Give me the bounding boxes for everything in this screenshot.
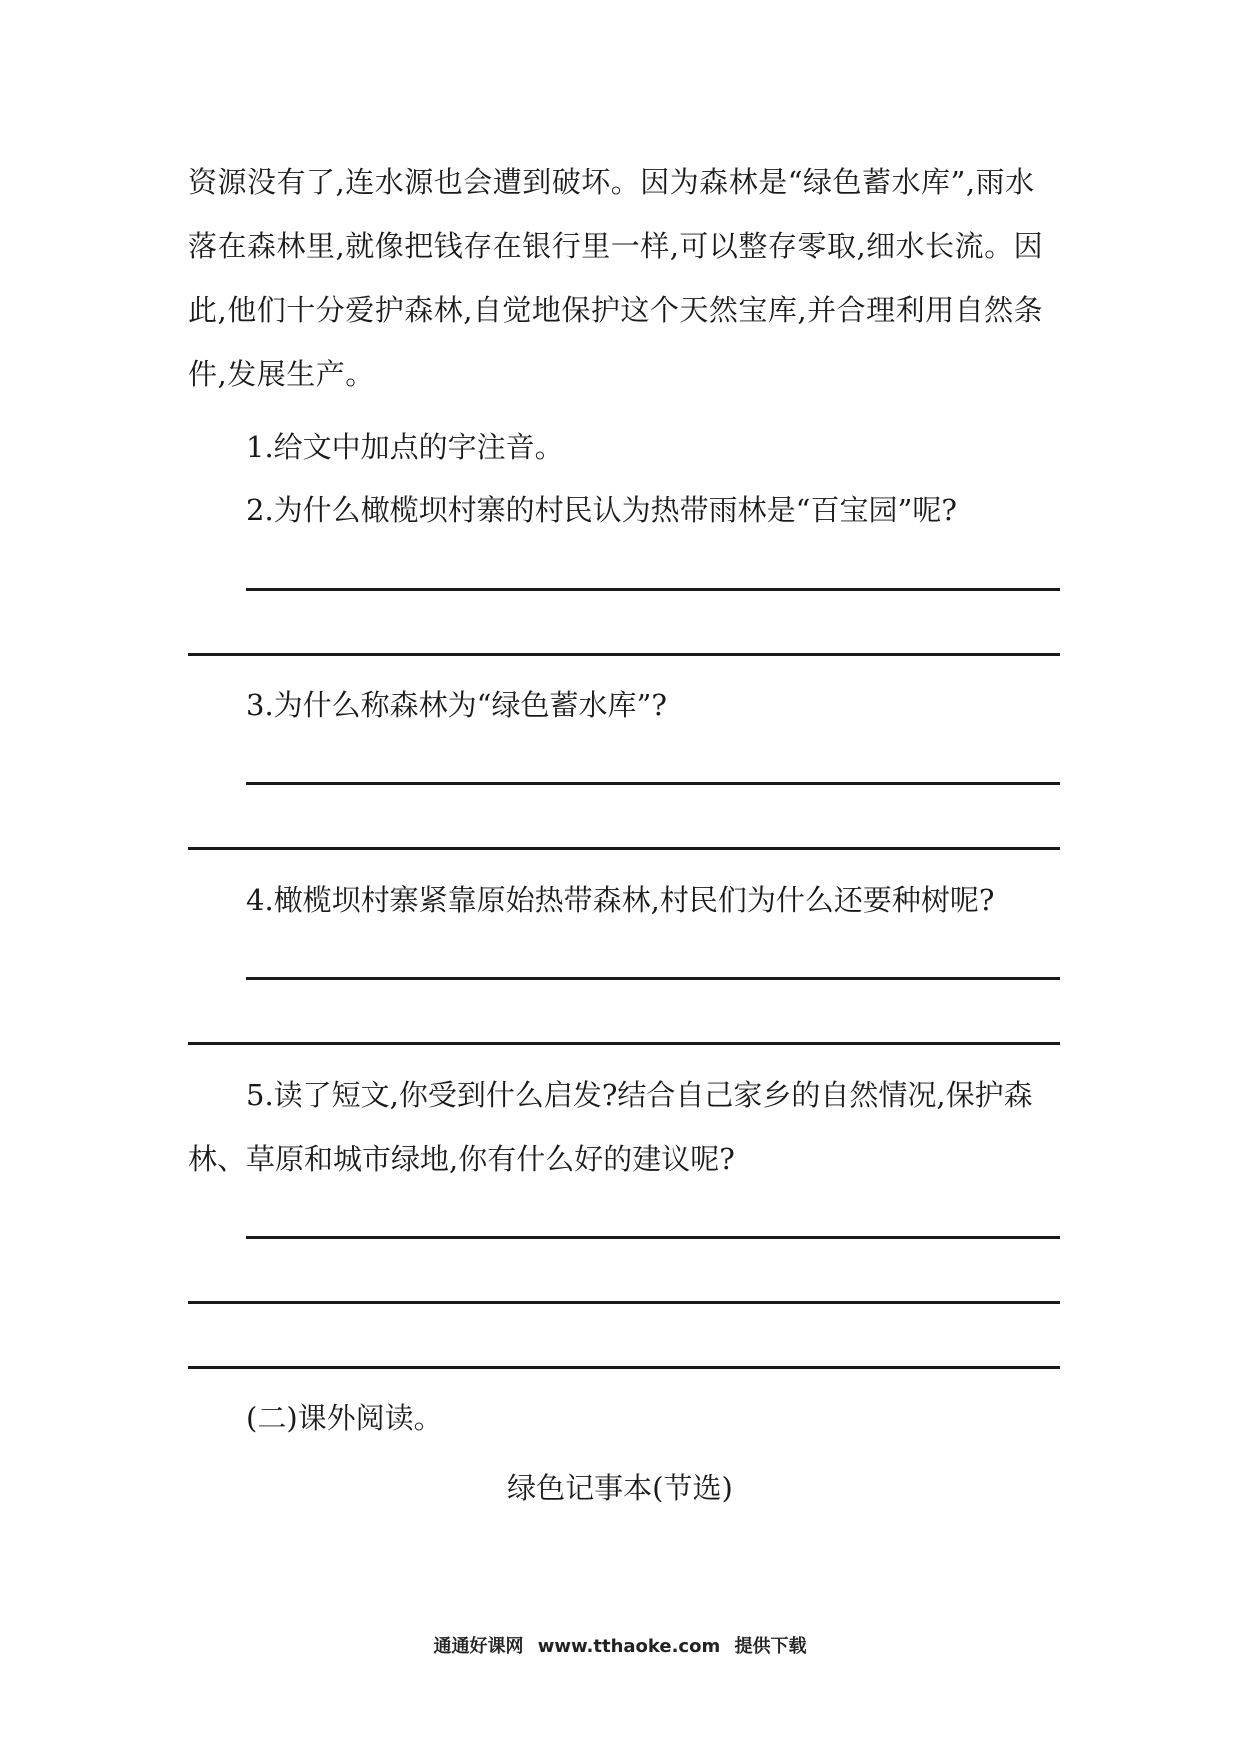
question-5-line-1 (188, 1063, 1060, 1127)
answer-line-q3-1[interactable] (246, 782, 1060, 785)
page-footer (0, 1632, 1240, 1658)
passage-line-3: 此,他们十分爱护森林,自觉地保护这个天然宝库,并合理利用自然条 (188, 293, 1044, 327)
question-5-line-2: 林、草原和城市绿地,你有什么好的建议呢? (188, 1142, 735, 1176)
section-heading: (二)课外阅读。 (246, 1401, 443, 1435)
footer-url[interactable]: www.tthaoke.com (537, 1636, 721, 1657)
answer-line-q5-1[interactable] (246, 1236, 1060, 1239)
question-4: 4.橄榄坝村寨紧靠原始热带森林,村民们为什么还要种树呢? (246, 883, 995, 917)
answer-line-q2-2[interactable] (188, 653, 1060, 656)
answer-line-q5-3[interactable] (188, 1366, 1060, 1369)
passage-line-1: 资源没有了,连水源也会遭到破坏。因为森林是“绿色蓄水库”,雨水 (188, 165, 1035, 199)
answer-line-q3-2[interactable] (188, 847, 1060, 850)
passage-line-2: 落在森林里,就像把钱存在银行里一样,可以整存零取,细水长流。因 (188, 229, 1044, 263)
answer-line-q5-2[interactable] (188, 1301, 1060, 1304)
answer-line-q4-2[interactable] (188, 1042, 1060, 1045)
question-2: 2.为什么橄榄坝村寨的村民认为热带雨林是“百宝园”呢? (246, 493, 957, 527)
answer-line-q2-1[interactable] (246, 588, 1060, 591)
answer-line-q4-1[interactable] (246, 977, 1060, 980)
footer-site-name: 通通好课网 (433, 1636, 524, 1657)
question-5-text-1: 5.读了短文,你受到什么启发?结合自己家乡的自然情况,保护森 (246, 1078, 1033, 1112)
footer-suffix: 提供下载 (734, 1636, 807, 1657)
question-1: 1.给文中加点的字注音。 (246, 430, 564, 464)
passage-line-4: 件,发展生产。 (188, 357, 375, 391)
article-title: 绿色记事本(节选) (507, 1471, 733, 1505)
question-3: 3.为什么称森林为“绿色蓄水库”? (246, 688, 667, 722)
